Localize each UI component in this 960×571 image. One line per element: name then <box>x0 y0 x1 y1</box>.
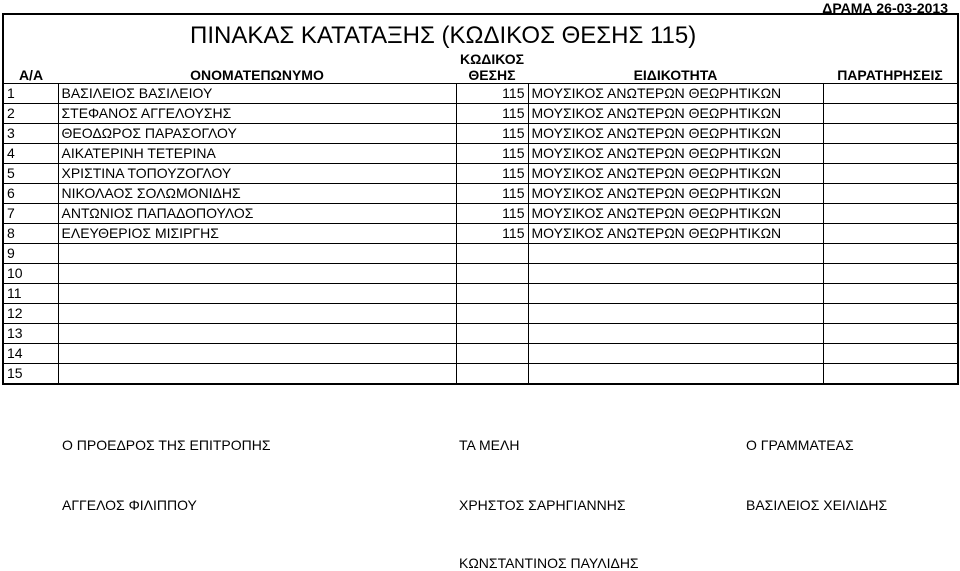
table-row <box>3 164 958 184</box>
table-row <box>3 204 958 224</box>
cell-name: ΑΝΤΩΝΙΟΣ ΠΑΠΑΔΟΠΟΥΛΟΣ <box>58 204 456 224</box>
table-row <box>3 304 958 324</box>
table-row <box>3 144 958 164</box>
cell-specialty: ΜΟΥΣΙΚΟΣ ΑΝΩΤΕΡΩΝ ΘΕΩΡΗΤΙΚΩΝ <box>528 104 823 124</box>
cell-code <box>456 284 528 304</box>
cell-name <box>58 244 456 264</box>
cell-notes <box>823 244 958 264</box>
cell-code: 115 <box>456 104 528 124</box>
cell-code <box>456 244 528 264</box>
cell-aa: 3 <box>3 124 58 144</box>
member-name-2: ΚΩΝΣΤΑΝΤΙΝΟΣ ΠΑΥΛΙΔΗΣ <box>459 555 639 571</box>
cell-name <box>58 264 456 284</box>
cell-name: ΒΑΣΙΛΕΙΟΣ ΒΑΣΙΛΕΙΟΥ <box>58 84 456 104</box>
cell-code: 115 <box>456 224 528 244</box>
cell-specialty: ΜΟΥΣΙΚΟΣ ΑΝΩΤΕΡΩΝ ΘΕΩΡΗΤΙΚΩΝ <box>528 204 823 224</box>
cell-aa: 4 <box>3 144 58 164</box>
cell-notes <box>823 144 958 164</box>
cell-code <box>456 304 528 324</box>
cell-aa: 2 <box>3 104 58 124</box>
table-row <box>3 244 958 264</box>
cell-aa: 8 <box>3 224 58 244</box>
cell-code <box>456 264 528 284</box>
cell-notes <box>823 84 958 104</box>
cell-specialty <box>528 364 823 385</box>
cell-code: 115 <box>456 184 528 204</box>
cell-notes <box>823 204 958 224</box>
header-row <box>3 51 958 84</box>
secretary-name: ΒΑΣΙΛΕΙΟΣ ΧΕΙΛΙΔΗΣ <box>746 497 888 513</box>
document-date: ΔΡΑΜΑ 26-03-2013 <box>822 0 948 16</box>
cell-name <box>58 344 456 364</box>
cell-aa: 10 <box>3 264 58 284</box>
column-header-code-line1: ΚΩΔΙΚΟΣ <box>459 51 525 67</box>
cell-notes <box>823 124 958 144</box>
cell-aa: 5 <box>3 164 58 184</box>
cell-notes <box>823 364 958 385</box>
table-row <box>3 104 958 124</box>
cell-specialty: ΜΟΥΣΙΚΟΣ ΑΝΩΤΕΡΩΝ ΘΕΩΡΗΤΙΚΩΝ <box>528 184 823 204</box>
cell-aa: 15 <box>3 364 58 385</box>
table-row <box>3 344 958 364</box>
cell-notes <box>823 104 958 124</box>
cell-specialty: ΜΟΥΣΙΚΟΣ ΑΝΩΤΕΡΩΝ ΘΕΩΡΗΤΙΚΩΝ <box>528 144 823 164</box>
cell-aa: 9 <box>3 244 58 264</box>
cell-specialty <box>528 344 823 364</box>
table-row <box>3 284 958 304</box>
cell-name <box>58 284 456 304</box>
president-name: ΑΓΓΕΛΟΣ ΦΙΛΙΠΠΟΥ <box>62 497 197 513</box>
table-row <box>3 364 958 385</box>
table-row <box>3 264 958 284</box>
cell-specialty <box>528 304 823 324</box>
cell-specialty <box>528 324 823 344</box>
cell-code <box>456 324 528 344</box>
column-header-code <box>456 51 528 84</box>
cell-specialty: ΜΟΥΣΙΚΟΣ ΑΝΩΤΕΡΩΝ ΘΕΩΡΗΤΙΚΩΝ <box>528 84 823 104</box>
cell-notes <box>823 264 958 284</box>
cell-name: ΕΛΕΥΘΕΡΙΟΣ ΜΙΣΙΡΓΗΣ <box>58 224 456 244</box>
cell-code <box>456 344 528 364</box>
cell-name <box>58 324 456 344</box>
column-header-notes: ΠΑΡΑΤΗΡΗΣΕΙΣ <box>823 51 958 84</box>
cell-code: 115 <box>456 84 528 104</box>
cell-notes <box>823 304 958 324</box>
cell-specialty: ΜΟΥΣΙΚΟΣ ΑΝΩΤΕΡΩΝ ΘΕΩΡΗΤΙΚΩΝ <box>528 164 823 184</box>
cell-aa: 13 <box>3 324 58 344</box>
cell-specialty <box>528 244 823 264</box>
cell-notes <box>823 224 958 244</box>
table-row <box>3 124 958 144</box>
cell-notes <box>823 164 958 184</box>
column-header-code-line2: ΘΕΣΗΣ <box>468 67 516 83</box>
president-title: Ο ΠΡΟΕΔΡΟΣ ΤΗΣ ΕΠΙΤΡΟΠΗΣ <box>62 437 271 453</box>
cell-aa: 7 <box>3 204 58 224</box>
cell-specialty: ΜΟΥΣΙΚΟΣ ΑΝΩΤΕΡΩΝ ΘΕΩΡΗΤΙΚΩΝ <box>528 224 823 244</box>
cell-code <box>456 364 528 385</box>
ranking-table <box>2 13 959 385</box>
cell-specialty: ΜΟΥΣΙΚΟΣ ΑΝΩΤΕΡΩΝ ΘΕΩΡΗΤΙΚΩΝ <box>528 124 823 144</box>
cell-aa: 12 <box>3 304 58 324</box>
table-row <box>3 84 958 104</box>
cell-specialty <box>528 264 823 284</box>
cell-name: ΘΕΟΔΩΡΟΣ ΠΑΡΑΣΟΓΛΟΥ <box>58 124 456 144</box>
cell-name <box>58 364 456 385</box>
cell-code: 115 <box>456 164 528 184</box>
column-header-specialty: ΕΙΔΙΚΟΤΗΤΑ <box>633 67 718 83</box>
column-header-name: ΟΝΟΜΑΤΕΠΩΝΥΜΟ <box>190 67 324 83</box>
cell-code: 115 <box>456 144 528 164</box>
cell-notes <box>823 184 958 204</box>
cell-name: ΧΡΙΣΤΙΝΑ ΤΟΠΟΥΖΟΓΛΟΥ <box>58 164 456 184</box>
cell-specialty <box>528 284 823 304</box>
cell-aa: 11 <box>3 284 58 304</box>
page-title: ΠΙΝΑΚΑΣ ΚΑΤΑΤΑΞΗΣ (ΚΩΔΙΚΟΣ ΘΕΣΗΣ 115) <box>190 22 697 49</box>
table-row <box>3 184 958 204</box>
cell-notes <box>823 344 958 364</box>
cell-notes <box>823 284 958 304</box>
cell-name: ΝΙΚΟΛΑΟΣ ΣΟΛΩΜΟΝΙΔΗΣ <box>58 184 456 204</box>
cell-name: ΣΤΕΦΑΝΟΣ ΑΓΓΕΛΟΥΣΗΣ <box>58 104 456 124</box>
cell-notes <box>823 324 958 344</box>
cell-name <box>58 304 456 324</box>
cell-name: ΑΙΚΑΤΕΡΙΝΗ ΤΕΤΕΡΙΝΑ <box>58 144 456 164</box>
column-header-aa: Α/Α <box>3 51 58 84</box>
cell-aa: 1 <box>3 84 58 104</box>
members-title: ΤΑ ΜΕΛΗ <box>459 437 520 453</box>
table-row <box>3 324 958 344</box>
secretary-title: Ο ΓΡΑΜΜΑΤΕΑΣ <box>746 437 854 453</box>
cell-aa: 6 <box>3 184 58 204</box>
cell-code: 115 <box>456 124 528 144</box>
table-row <box>3 224 958 244</box>
cell-code: 115 <box>456 204 528 224</box>
member-name-1: ΧΡΗΣΤΟΣ ΣΑΡΗΓΙΑΝΝΗΣ <box>459 497 626 513</box>
cell-aa: 14 <box>3 344 58 364</box>
